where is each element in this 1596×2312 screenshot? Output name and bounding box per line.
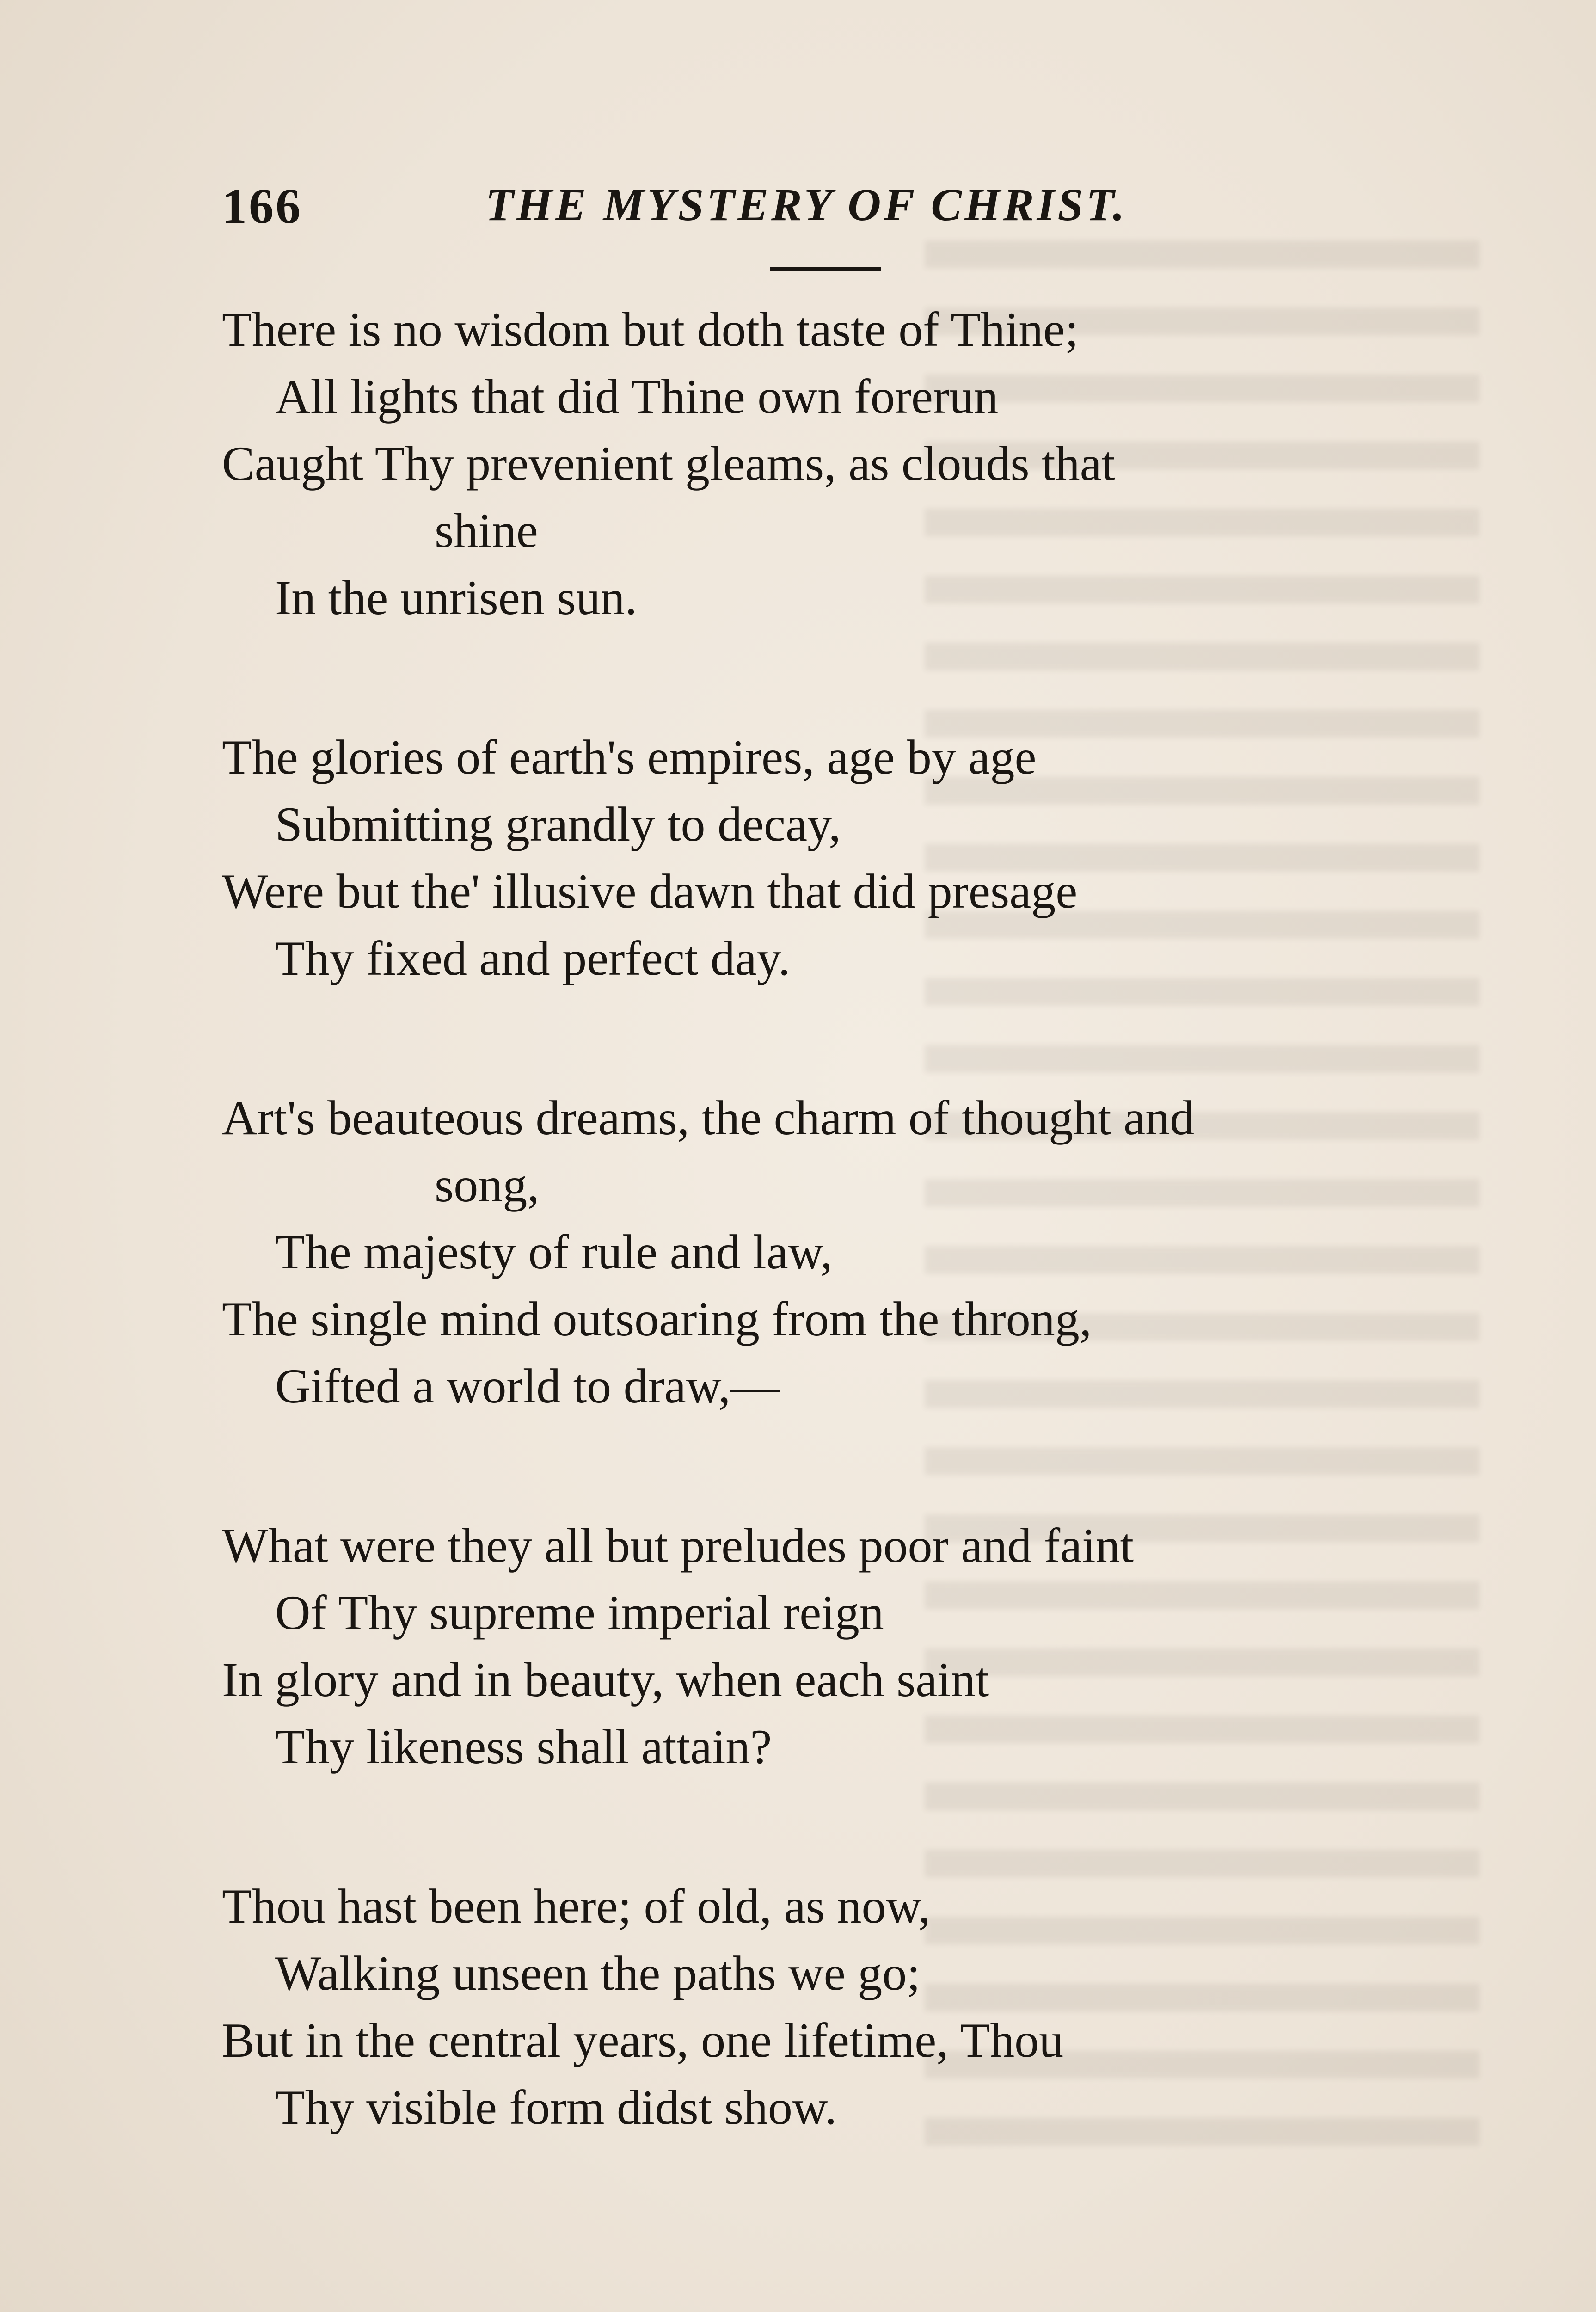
running-head: THE MYSTERY OF CHRIST.	[485, 179, 1127, 230]
stanza	[222, 724, 1447, 992]
poem-line: There is no wisdom but doth taste of Thine;	[222, 302, 1079, 357]
poem-line: What were they all but preludes poor and faint	[222, 1519, 1134, 1573]
poem-line: Gifted a world to draw,—	[275, 1359, 780, 1413]
poem-line: The glories of earth's empires, age by age	[222, 730, 1037, 784]
poem-line: song,	[435, 1158, 540, 1212]
poem-line: Thy visible form didst show.	[275, 2080, 837, 2134]
poem-line: Thy likeness shall attain?	[275, 1720, 772, 1774]
poem-line: But in the central years, one lifetime, Thou	[222, 2013, 1064, 2067]
poem-line: Were but the' illusive dawn that did presage	[222, 864, 1078, 918]
page-number: 166	[222, 179, 302, 234]
poem-line: Thy fixed and perfect day.	[275, 931, 791, 985]
poem-line: The single mind outsoaring from the throng,	[222, 1292, 1092, 1346]
poem-line: Thou hast been here; of old, as now,	[222, 1879, 931, 1933]
poem-line: Caught Thy prevenient gleams, as clouds that	[222, 437, 1116, 491]
poem-line: All lights that did Thine own forerun	[275, 369, 999, 424]
poem-line: shine	[435, 504, 538, 558]
poem-line: In glory and in beauty, when each saint	[222, 1653, 989, 1707]
poem-line: The majesty of rule and law,	[275, 1225, 833, 1279]
poem-line: Of Thy supreme imperial reign	[275, 1586, 884, 1640]
poem-line: Art's beauteous dreams, the charm of thought and	[222, 1091, 1195, 1145]
poem-body	[222, 296, 1447, 2233]
page-header	[222, 178, 1406, 243]
poem-line: Submitting grandly to decay,	[275, 797, 841, 851]
poem-line: Walking unseen the paths we go;	[275, 1946, 921, 2000]
poem-line: In the unrisen sun.	[275, 571, 638, 625]
stanza	[222, 1512, 1447, 1780]
header-rule	[770, 267, 881, 271]
stanza	[222, 296, 1447, 631]
stanza	[222, 1084, 1447, 1420]
stanza	[222, 1873, 1447, 2141]
